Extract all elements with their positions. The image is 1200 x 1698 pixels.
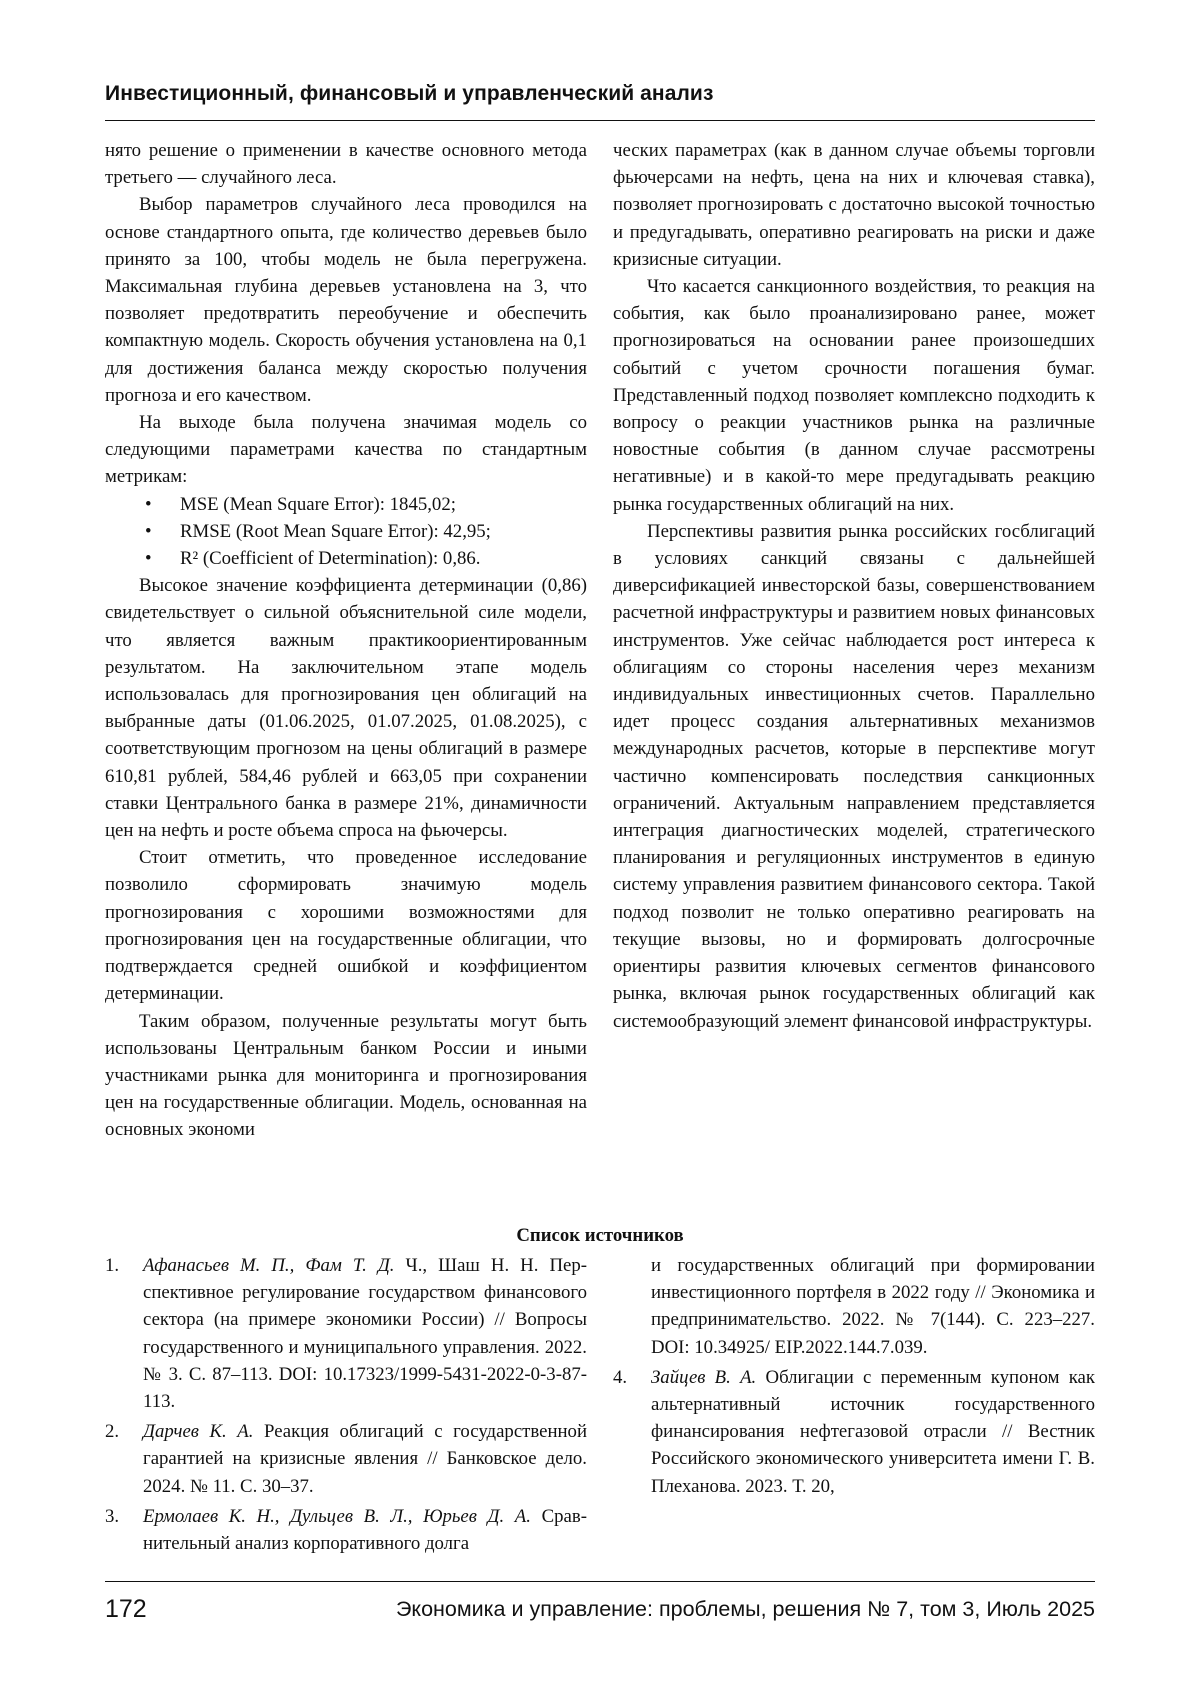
bullet-icon: • bbox=[145, 548, 152, 570]
paragraph: Выбор параметров случайного леса проводился на основе стандартного опыта, где количество деревьев было принято за 100, чтобы модель не была перегружена. Максимальная глубина деревьев установлена на 3, что позволяет предотвратить переобучение и обеспечить компактную модель. Скорость обучения установлена на 0,1 для достижения баланса между скоростью получения прогноза и его качеством. bbox=[105, 194, 587, 406]
references-right-column bbox=[613, 1252, 1095, 1500]
reference-authors: Зайцев В. А. bbox=[651, 1366, 757, 1388]
metrics-list bbox=[105, 491, 587, 573]
paragraph: Таким образом, полученные результаты могут быть использованы Центральным банком России и иными участниками рынка для мониторинга и прогнозирования цен на государственные облигации. Модель, основанная на основных экономи bbox=[105, 1010, 587, 1141]
paragraph: нято решение о применении в качестве основного метода третьего — случайного леса. bbox=[105, 140, 587, 189]
reference-number: 4. bbox=[613, 1366, 628, 1388]
reference-authors: Дарчев К. А. bbox=[143, 1421, 254, 1443]
reference-text: Сравнительный анализ корпоративного долга bbox=[143, 1505, 587, 1555]
page-number: 172 bbox=[105, 1595, 147, 1623]
references-heading: Список источников bbox=[516, 1225, 684, 1246]
footer-rule bbox=[105, 1581, 1095, 1582]
reference-item bbox=[105, 1252, 587, 1415]
metric-text: MSE (Mean Square Error): 1845,02; bbox=[180, 493, 456, 515]
running-header: Инвестиционный, финансовый и управленческий анализ bbox=[105, 82, 714, 105]
reference-text: Облигации с переменным купоном как альтернативный источник государственного финансирования нефтегазовой отрасли // Вестник Российского экономического университета имени Г. В. Плеханова. 2023. Т. 20, bbox=[651, 1366, 1096, 1497]
header-rule bbox=[105, 120, 1095, 121]
paragraph: Что касается санкционного воздействия, то реакция на события, как было проанализировано ранее, может прогнозироваться на основании ранее произошедших событий с учетом срочности погашения бумаг. Представленный подход позволяет комплексно подходить к вопросу о реакции участников рынка на различные новостные события (в данном случае рассмотрены негативные) и в какой-то мере предугадывать реакцию рынка государственных облигаций на них. bbox=[613, 276, 1095, 515]
bullet-icon: • bbox=[145, 520, 152, 542]
reference-continuation: и государственных облигаций при формировании инвестиционного портфеля в 2022 году // Экономика и предпринимательство. 2022. № 7(144). С. 223–227. DOI: 10.34925/ EIP.2022.144.7.039. bbox=[651, 1255, 1095, 1358]
paragraph: Перспективы развития рынка российских госблигаций в условиях санкций связаны с дальнейшей диверсификацией инвесторской базы, совершенствованием расчетной инфраструктуры и развитием новых финансовых инструментов. Уже сейчас наблюдается рост интереса к облигациям со стороны населения через механизм индивидуальных инвестиционных счетов. Параллельно идет процесс создания альтернативных механизмов международных расчетов, которые в перспективе могут частично компенсировать последствия санкционных ограничений. Актуальным направлением представляется интеграция диагностических моделей, стратегического планирования и регуляционных инструментов в единую систему управления развитием финансового сектора. Такой подход позволит не только оперативно реагировать на текущие вызовы, но и формировать долгосрочные ориентиры развития ключевых сегментов финансового рынка, включая рынок государственных облигаций как системообразующий элемент финансовой инфраструктуры. bbox=[613, 520, 1095, 1032]
reference-number: 3. bbox=[105, 1505, 120, 1527]
reference-item bbox=[105, 1418, 587, 1500]
list-item bbox=[105, 518, 587, 545]
reference-item bbox=[105, 1503, 587, 1557]
bullet-icon: • bbox=[145, 493, 152, 515]
right-column bbox=[613, 137, 1095, 1035]
references-left-column bbox=[105, 1252, 587, 1557]
reference-item bbox=[613, 1364, 1095, 1500]
reference-number: 1. bbox=[105, 1255, 120, 1276]
reference-authors: Афанасьев М. П., Фам Т. Д. bbox=[143, 1255, 395, 1276]
paragraph: На выходе была получена значимая модель со следующими параметрами качества по стандартным метрикам: bbox=[105, 412, 587, 488]
metric-text: R² (Coefficient of Determination): 0,86. bbox=[180, 548, 481, 570]
paragraph: ческих параметрах (как в данном случае объемы торговли фьючерсами на нефть, цена на них и ключевая ставка), позволяет прогнозировать с достаточно высокой точностью и предугадывать, оперативно реагировать на риски и даже кризисные ситуации. bbox=[613, 140, 1095, 270]
reference-text: Реакция облигаций с государственной гарантией на кризисные явления // Банковское дело. 2024. № 11. С. 30–37. bbox=[143, 1421, 587, 1497]
reference-number: 2. bbox=[105, 1421, 120, 1443]
reference-text: Ч., Шаш Н. Н. Перспективное регулирование государством финансового сектора (на примере экономики России) // Вопросы государственного и муниципального управления. 2022. № 3. С. 87–113. DOI: 10.17323/1999-5431-2022-0-3-87-113. bbox=[143, 1255, 587, 1413]
paragraph: Стоит отметить, что проведенное исследование позволило сформировать значимую модель прогнозирования с хорошими возможностями для прогнозирования цен на государственные облигации, что подтверждается средней ошибкой и коэффициентом детерминации. bbox=[105, 847, 587, 1005]
paragraph: Высокое значение коэффициента детерминации (0,86) свидетельствует о сильной объяснительной силе модели, что является важным практикоориентированным результатом. На заключительном этапе модель использовалась для прогнозирования цен облигаций на выбранные даты (01.06.2025, 01.07.2025, 01.08.2025), с соответствующим прогнозом на цены облигаций в размере 610,81 рублей, 584,46 рублей и 663,05 при сохранении ставки Центрального банка в размере 21%, динамичности цен на нефть и росте объема спроса на фьючерсы. bbox=[105, 575, 587, 842]
list-item bbox=[105, 491, 587, 518]
left-column bbox=[105, 137, 587, 1144]
metric-text: RMSE (Root Mean Square Error): 42,95; bbox=[180, 520, 491, 542]
journal-title: Экономика и управление: проблемы, решения № 7, том 3, Июль 2025 bbox=[395, 1597, 1095, 1621]
reference-authors: Ермолаев К. Н., Дульцев В. Л., Юрьев Д. А. bbox=[143, 1505, 531, 1527]
list-item bbox=[105, 545, 587, 572]
